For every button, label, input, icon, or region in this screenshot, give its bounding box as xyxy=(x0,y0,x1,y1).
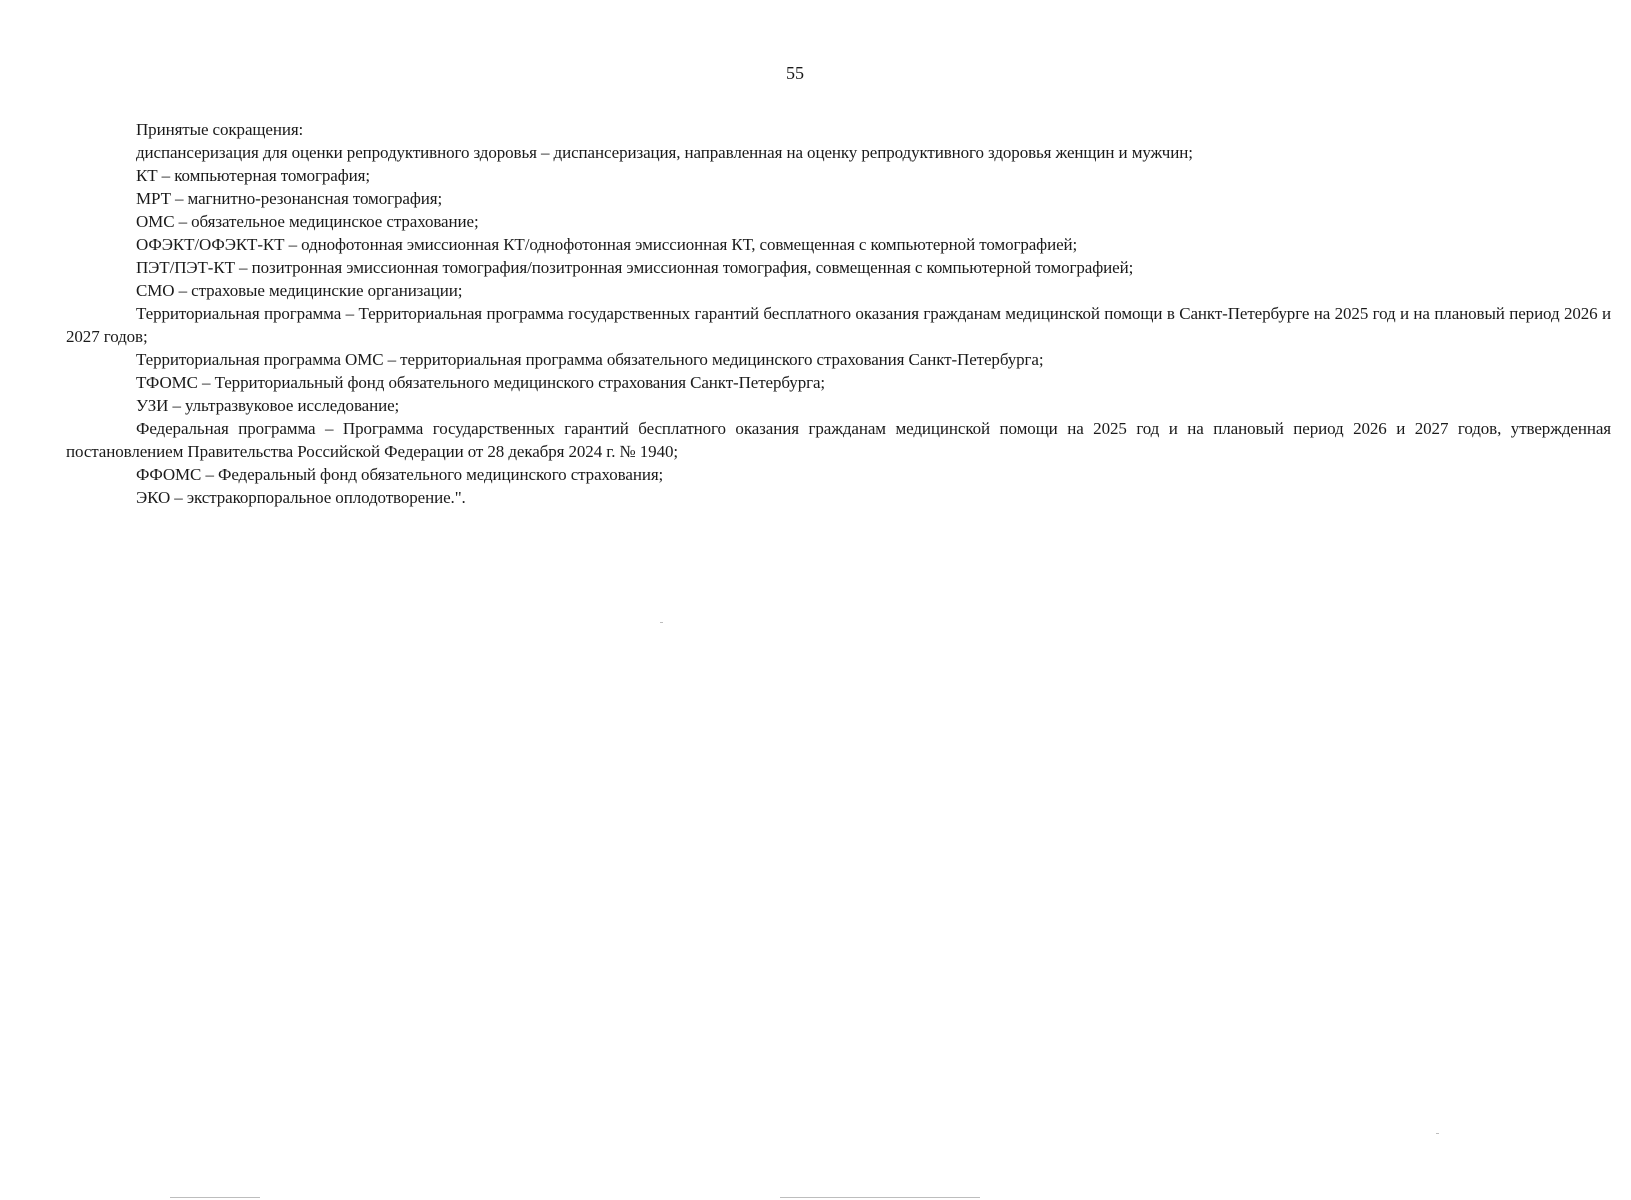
abbreviations-heading: Принятые сокращения: xyxy=(136,120,304,139)
abbreviation-item: ФФОМС – Федеральный фонд обязательного медицинского страхования; xyxy=(136,465,664,484)
abbreviation-item: ЭКО – экстракорпоральное оплодотворение.". xyxy=(136,488,466,507)
scan-artifact xyxy=(1436,1133,1439,1134)
scan-artifact xyxy=(780,1197,980,1198)
abbreviation-item: УЗИ – ультразвуковое исследование; xyxy=(136,396,400,415)
page-number: 55 xyxy=(786,63,804,83)
abbreviation-item: диспансеризация для оценки репродуктивного здоровья – диспансеризация, направленная на оценку репродуктивного здоровья женщин и мужчин; xyxy=(136,143,1193,162)
scan-artifact xyxy=(170,1197,260,1198)
abbreviation-item: ОФЭКТ/ОФЭКТ-КТ – однофотонная эмиссионная КТ/однофотонная эмиссионная КТ, совмещенная с компьютерной томографией; xyxy=(136,235,1078,254)
abbreviation-item: СМО – страховые медицинские организации; xyxy=(136,281,463,300)
abbreviation-item: КТ – компьютерная томография; xyxy=(136,166,370,185)
abbreviation-item: Территориальная программа ОМС – территориальная программа обязательного медицинского страхования Санкт-Петербурга; xyxy=(136,350,1044,369)
abbreviation-item: МРТ – магнитно-резонансная томография; xyxy=(136,189,443,208)
abbreviation-item: ТФОМС – Территориальный фонд обязательного медицинского страхования Санкт-Петербурга; xyxy=(136,373,826,392)
abbreviation-federal-program: Федеральная программа – Программа государственных гарантий бесплатного оказания гражданам медицинской помощи на 2025 год и на плановый период 2026 и 2027 годов, утвержденная постановлением Правительства Российской Федерации от 28 декабря 2024 г. № 1940; xyxy=(66,419,1611,461)
abbreviation-item: ОМС – обязательное медицинское страхование; xyxy=(136,212,479,231)
scan-artifact xyxy=(660,622,663,623)
abbreviation-item: ПЭТ/ПЭТ-КТ – позитронная эмиссионная томография/позитронная эмиссионная томография, совмещенная с компьютерной томографией; xyxy=(136,258,1134,277)
abbreviation-territorial-program: Территориальная программа – Территориальная программа государственных гарантий бесплатного оказания гражданам медицинской помощи в Санкт-Петербурге на 2025 год и на плановый период 2026 и 2027 годов; xyxy=(66,304,1611,346)
abbreviations-section xyxy=(66,118,1611,509)
